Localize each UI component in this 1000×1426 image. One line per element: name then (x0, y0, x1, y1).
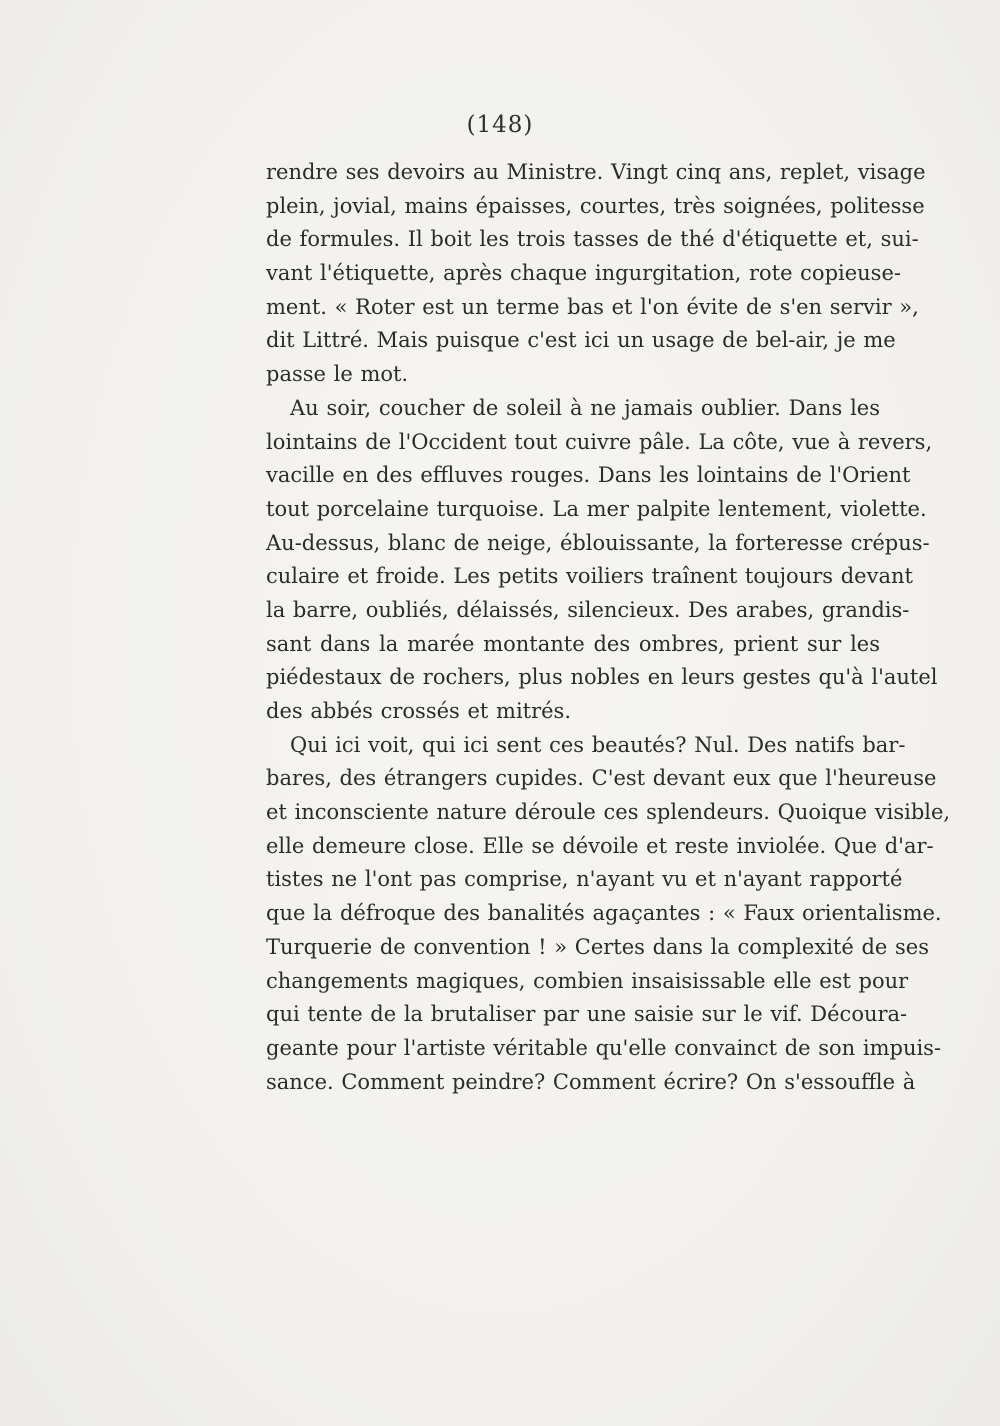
text-line: vant l'étiquette, après chaque ingurgitation, rote copieuse- (266, 261, 901, 286)
text-line: de formules. Il boit les trois tasses de thé d'étiquette et, sui- (266, 227, 919, 252)
text-line: et inconsciente nature déroule ces splendeurs. Quoique visible, (266, 800, 951, 825)
text-line: que la défroque des banalités agaçantes : « Faux orientalisme. (266, 901, 942, 926)
text-line: sant dans la marée montante des ombres, prient sur les (266, 631, 880, 656)
text-line: plein, jovial, mains épaisses, courtes, très soignées, politesse (266, 193, 925, 218)
page-number: (148) (466, 112, 534, 138)
paragraph-2 (266, 392, 938, 729)
text-line: piédestaux de rochers, plus nobles en leurs gestes qu'à l'autel (266, 665, 938, 690)
text-line: changements magiques, combien insaisissable elle est pour (266, 968, 909, 993)
text-line: culaire et froide. Les petits voiliers traînent toujours devant (266, 564, 913, 589)
text-line: tout porcelaine turquoise. La mer palpite lentement, violette. (266, 496, 927, 521)
text-line: ment. « Roter est un terme bas et l'on évite de s'en servir », (266, 294, 919, 319)
text-line: tistes ne l'ont pas comprise, n'ayant vu et n'ayant rapporté (266, 867, 903, 892)
text-line: vacille en des effluves rouges. Dans les lointains de l'Orient (266, 463, 911, 488)
text-line: geante pour l'artiste véritable qu'elle convainct de son impuis- (266, 1035, 942, 1060)
text-line: lointains de l'Occident tout cuivre pâle. La côte, vue à revers, (266, 429, 933, 454)
text-line: Au soir, coucher de soleil à ne jamais oublier. Dans les (290, 395, 880, 420)
text-line: Turquerie de convention ! » Certes dans la complexité de ses (266, 934, 929, 959)
text-line: sance. Comment peindre? Comment écrire? On s'essouffle à (266, 1069, 916, 1094)
paragraph-1 (266, 156, 926, 392)
text-line: qui tente de la brutaliser par une saisie sur le vif. Découra- (266, 1002, 908, 1027)
text-line: Qui ici voit, qui ici sent ces beautés? Nul. Des natifs bar- (290, 732, 906, 757)
text-line: des abbés crossés et mitrés. (266, 699, 572, 723)
text-line: Au-dessus, blanc de neige, éblouissante, la forteresse crépus- (266, 530, 930, 555)
text-line: passe le mot. (266, 362, 409, 387)
paragraph-3 (266, 729, 951, 1100)
text-line: la barre, oubliés, délaissés, silencieux. Des arabes, grandis- (266, 597, 910, 622)
text-line: bares, des étrangers cupides. C'est devant eux que l'heureuse (266, 766, 937, 791)
text-line: elle demeure close. Elle se dévoile et reste inviolée. Que d'ar- (266, 833, 934, 858)
text-line: rendre ses devoirs au Ministre. Vingt cinq ans, replet, visage (266, 160, 926, 184)
body-text (266, 156, 951, 1099)
text-line: dit Littré. Mais puisque c'est ici un usage de bel-air, je me (266, 328, 896, 353)
